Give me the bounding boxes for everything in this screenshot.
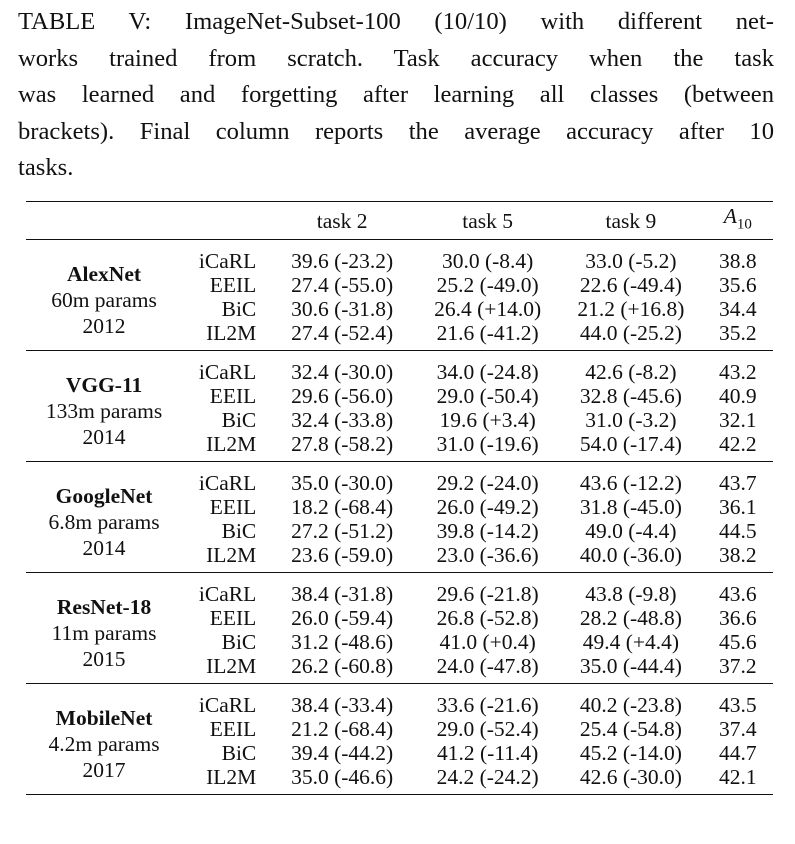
table-row [26, 351, 773, 385]
task9-cell: 32.8 (-45.6) [579, 384, 682, 408]
network-year: 2014 [82, 424, 126, 449]
task9-cell: 25.4 (-54.8) [579, 717, 682, 741]
method-cell: iCaRL [198, 249, 257, 273]
task9-cell: 33.0 (-5.2) [585, 249, 677, 273]
network-params: 6.8m params [48, 509, 160, 534]
avg-subscript: 10 [736, 216, 752, 233]
method-cell: BiC [221, 408, 257, 432]
method-cell: EEIL [209, 606, 257, 630]
task5-cell: 24.0 (-47.8) [436, 654, 539, 678]
task2-cell: 23.6 (-59.0) [291, 543, 394, 567]
average-cell: 34.4 [718, 297, 757, 321]
network-name: GoogleNet [55, 483, 153, 508]
network-params: 133m params [45, 398, 163, 423]
task2-cell: 32.4 (-30.0) [291, 360, 394, 384]
task9-cell: 44.0 (-25.2) [579, 321, 682, 345]
task2-cell: 27.4 (-55.0) [291, 273, 394, 297]
task9-cell: 31.0 (-3.2) [585, 408, 677, 432]
caption-line: works trained from scratch. Task accuracy when the task [18, 44, 774, 72]
task9-cell: 40.0 (-36.0) [579, 543, 682, 567]
task5-cell: 26.0 (-49.2) [436, 495, 539, 519]
task2-cell: 27.8 (-58.2) [291, 432, 394, 456]
task5-cell: 21.6 (-41.2) [436, 321, 539, 345]
task5-cell: 30.0 (-8.4) [441, 249, 534, 273]
task5-cell: 29.6 (-21.8) [436, 582, 539, 606]
task9-cell: 54.0 (-17.4) [579, 432, 682, 456]
method-cell: iCaRL [198, 693, 257, 717]
task9-cell: 49.4 (+4.4) [582, 630, 680, 654]
task2-cell: 27.2 (-51.2) [291, 519, 394, 543]
network-cell [26, 462, 182, 573]
task2-cell: 27.4 (-52.4) [291, 321, 394, 345]
method-cell: IL2M [206, 765, 257, 789]
method-cell: BiC [221, 297, 257, 321]
task5-cell: 41.2 (-11.4) [437, 741, 539, 765]
results-table [26, 201, 773, 795]
method-cell: EEIL [209, 384, 257, 408]
task9-cell: 22.6 (-49.4) [579, 273, 682, 297]
task2-cell: 18.2 (-68.4) [291, 495, 394, 519]
network-cell [26, 573, 182, 684]
method-cell: BiC [221, 630, 257, 654]
task9-cell: 45.2 (-14.0) [579, 741, 682, 765]
task9-cell: 42.6 (-8.2) [585, 360, 677, 384]
task2-cell: 26.0 (-59.4) [291, 606, 394, 630]
task5-cell: 19.6 (+3.4) [439, 408, 536, 432]
table-row [26, 573, 773, 607]
method-cell: BiC [221, 519, 257, 543]
header-task5: task 5 [462, 208, 514, 233]
task5-cell: 39.8 (-14.2) [436, 519, 539, 543]
average-cell: 35.6 [718, 273, 757, 297]
network-year: 2014 [82, 535, 126, 560]
average-cell: 43.7 [718, 471, 757, 495]
task5-cell: 29.2 (-24.0) [436, 471, 539, 495]
task9-cell: 28.2 (-48.8) [579, 606, 682, 630]
network-name: MobileNet [55, 705, 153, 730]
average-cell: 32.1 [718, 408, 757, 432]
header-task2: task 2 [316, 208, 368, 233]
network-year: 2015 [82, 646, 126, 671]
task2-cell: 30.6 (-31.8) [291, 297, 394, 321]
task5-cell: 24.2 (-24.2) [436, 765, 539, 789]
method-cell: BiC [221, 741, 257, 765]
task2-cell: 38.4 (-33.4) [291, 693, 394, 717]
average-cell: 44.5 [718, 519, 757, 543]
network-group [26, 351, 773, 462]
network-cell [26, 351, 182, 462]
task2-cell: 21.2 (-68.4) [291, 717, 394, 741]
header-task9: task 9 [605, 208, 657, 233]
network-name: VGG-11 [65, 372, 143, 397]
task2-cell: 35.0 (-46.6) [291, 765, 394, 789]
task5-cell: 25.2 (-49.0) [436, 273, 539, 297]
task5-cell: 26.4 (+14.0) [434, 297, 542, 321]
task9-cell: 31.8 (-45.0) [579, 495, 682, 519]
header-average-accuracy [703, 202, 773, 240]
task9-cell: 43.6 (-12.2) [579, 471, 682, 495]
task9-cell: 49.0 (-4.4) [585, 519, 677, 543]
method-cell: EEIL [209, 717, 257, 741]
average-cell: 36.1 [718, 495, 757, 519]
method-cell: EEIL [209, 273, 257, 297]
task9-cell: 42.6 (-30.0) [579, 765, 682, 789]
task9-cell: 35.0 (-44.4) [579, 654, 682, 678]
network-params: 11m params [51, 620, 157, 645]
task5-cell: 41.0 (+0.4) [439, 630, 536, 654]
header-network [26, 202, 182, 240]
network-year: 2017 [82, 757, 126, 782]
task2-cell: 26.2 (-60.8) [291, 654, 394, 678]
header-method [182, 202, 268, 240]
task9-cell: 43.8 (-9.8) [585, 582, 677, 606]
network-group [26, 573, 773, 684]
table-row [26, 462, 773, 496]
average-cell: 38.2 [718, 543, 757, 567]
task5-cell: 23.0 (-36.6) [436, 543, 539, 567]
average-cell: 44.7 [718, 741, 757, 765]
task5-cell: 29.0 (-50.4) [436, 384, 539, 408]
task9-cell: 21.2 (+16.8) [577, 297, 685, 321]
network-params: 60m params [51, 287, 157, 312]
task5-cell: 33.6 (-21.6) [436, 693, 539, 717]
task2-cell: 29.6 (-56.0) [291, 384, 394, 408]
avg-symbol: A [723, 204, 737, 229]
task5-cell: 34.0 (-24.8) [436, 360, 539, 384]
network-group [26, 240, 773, 351]
method-cell: IL2M [206, 321, 257, 345]
average-cell: 37.2 [718, 654, 757, 678]
task5-cell: 29.0 (-52.4) [436, 717, 539, 741]
average-cell: 43.5 [718, 693, 757, 717]
method-cell: IL2M [206, 432, 257, 456]
header-row [26, 202, 773, 240]
method-cell: iCaRL [198, 471, 257, 495]
network-group [26, 684, 773, 795]
method-cell: EEIL [209, 495, 257, 519]
method-cell: IL2M [206, 654, 257, 678]
task2-cell: 39.6 (-23.2) [291, 249, 394, 273]
average-cell: 36.6 [718, 606, 757, 630]
task5-cell: 26.8 (-52.8) [436, 606, 539, 630]
average-cell: 40.9 [718, 384, 757, 408]
task2-cell: 32.4 (-33.8) [291, 408, 394, 432]
task2-cell: 39.4 (-44.2) [291, 741, 394, 765]
table-caption [18, 4, 774, 187]
caption-line: brackets). Final column reports the average accuracy after 10 [18, 117, 774, 145]
task9-cell: 40.2 (-23.8) [579, 693, 682, 717]
table-row [26, 684, 773, 718]
caption-line: was learned and forgetting after learning all classes (between [18, 81, 774, 108]
average-cell: 42.2 [718, 432, 757, 456]
task2-cell: 31.2 (-48.6) [291, 630, 394, 654]
network-name: ResNet-18 [56, 594, 152, 619]
network-cell [26, 684, 182, 795]
method-cell: iCaRL [198, 582, 257, 606]
network-year: 2012 [82, 313, 126, 338]
average-cell: 35.2 [718, 321, 757, 345]
average-cell: 45.6 [718, 630, 757, 654]
average-cell: 43.2 [718, 360, 757, 384]
caption-line: TABLE V: ImageNet-Subset-100 (10/10) with different net- [18, 8, 774, 35]
method-cell: IL2M [206, 543, 257, 567]
task2-cell: 35.0 (-30.0) [291, 471, 394, 495]
network-name: AlexNet [67, 261, 142, 286]
average-cell: 37.4 [718, 717, 757, 741]
average-cell: 38.8 [718, 249, 757, 273]
task2-cell: 38.4 (-31.8) [291, 582, 394, 606]
average-cell: 43.6 [718, 582, 757, 606]
network-params: 4.2m params [48, 731, 160, 756]
task5-cell: 31.0 (-19.6) [436, 432, 539, 456]
caption-line: tasks. [18, 154, 74, 181]
average-cell: 42.1 [718, 765, 757, 789]
table-header [26, 202, 773, 240]
table-row [26, 240, 773, 274]
network-cell [26, 240, 182, 351]
network-group [26, 462, 773, 573]
method-cell: iCaRL [198, 360, 257, 384]
